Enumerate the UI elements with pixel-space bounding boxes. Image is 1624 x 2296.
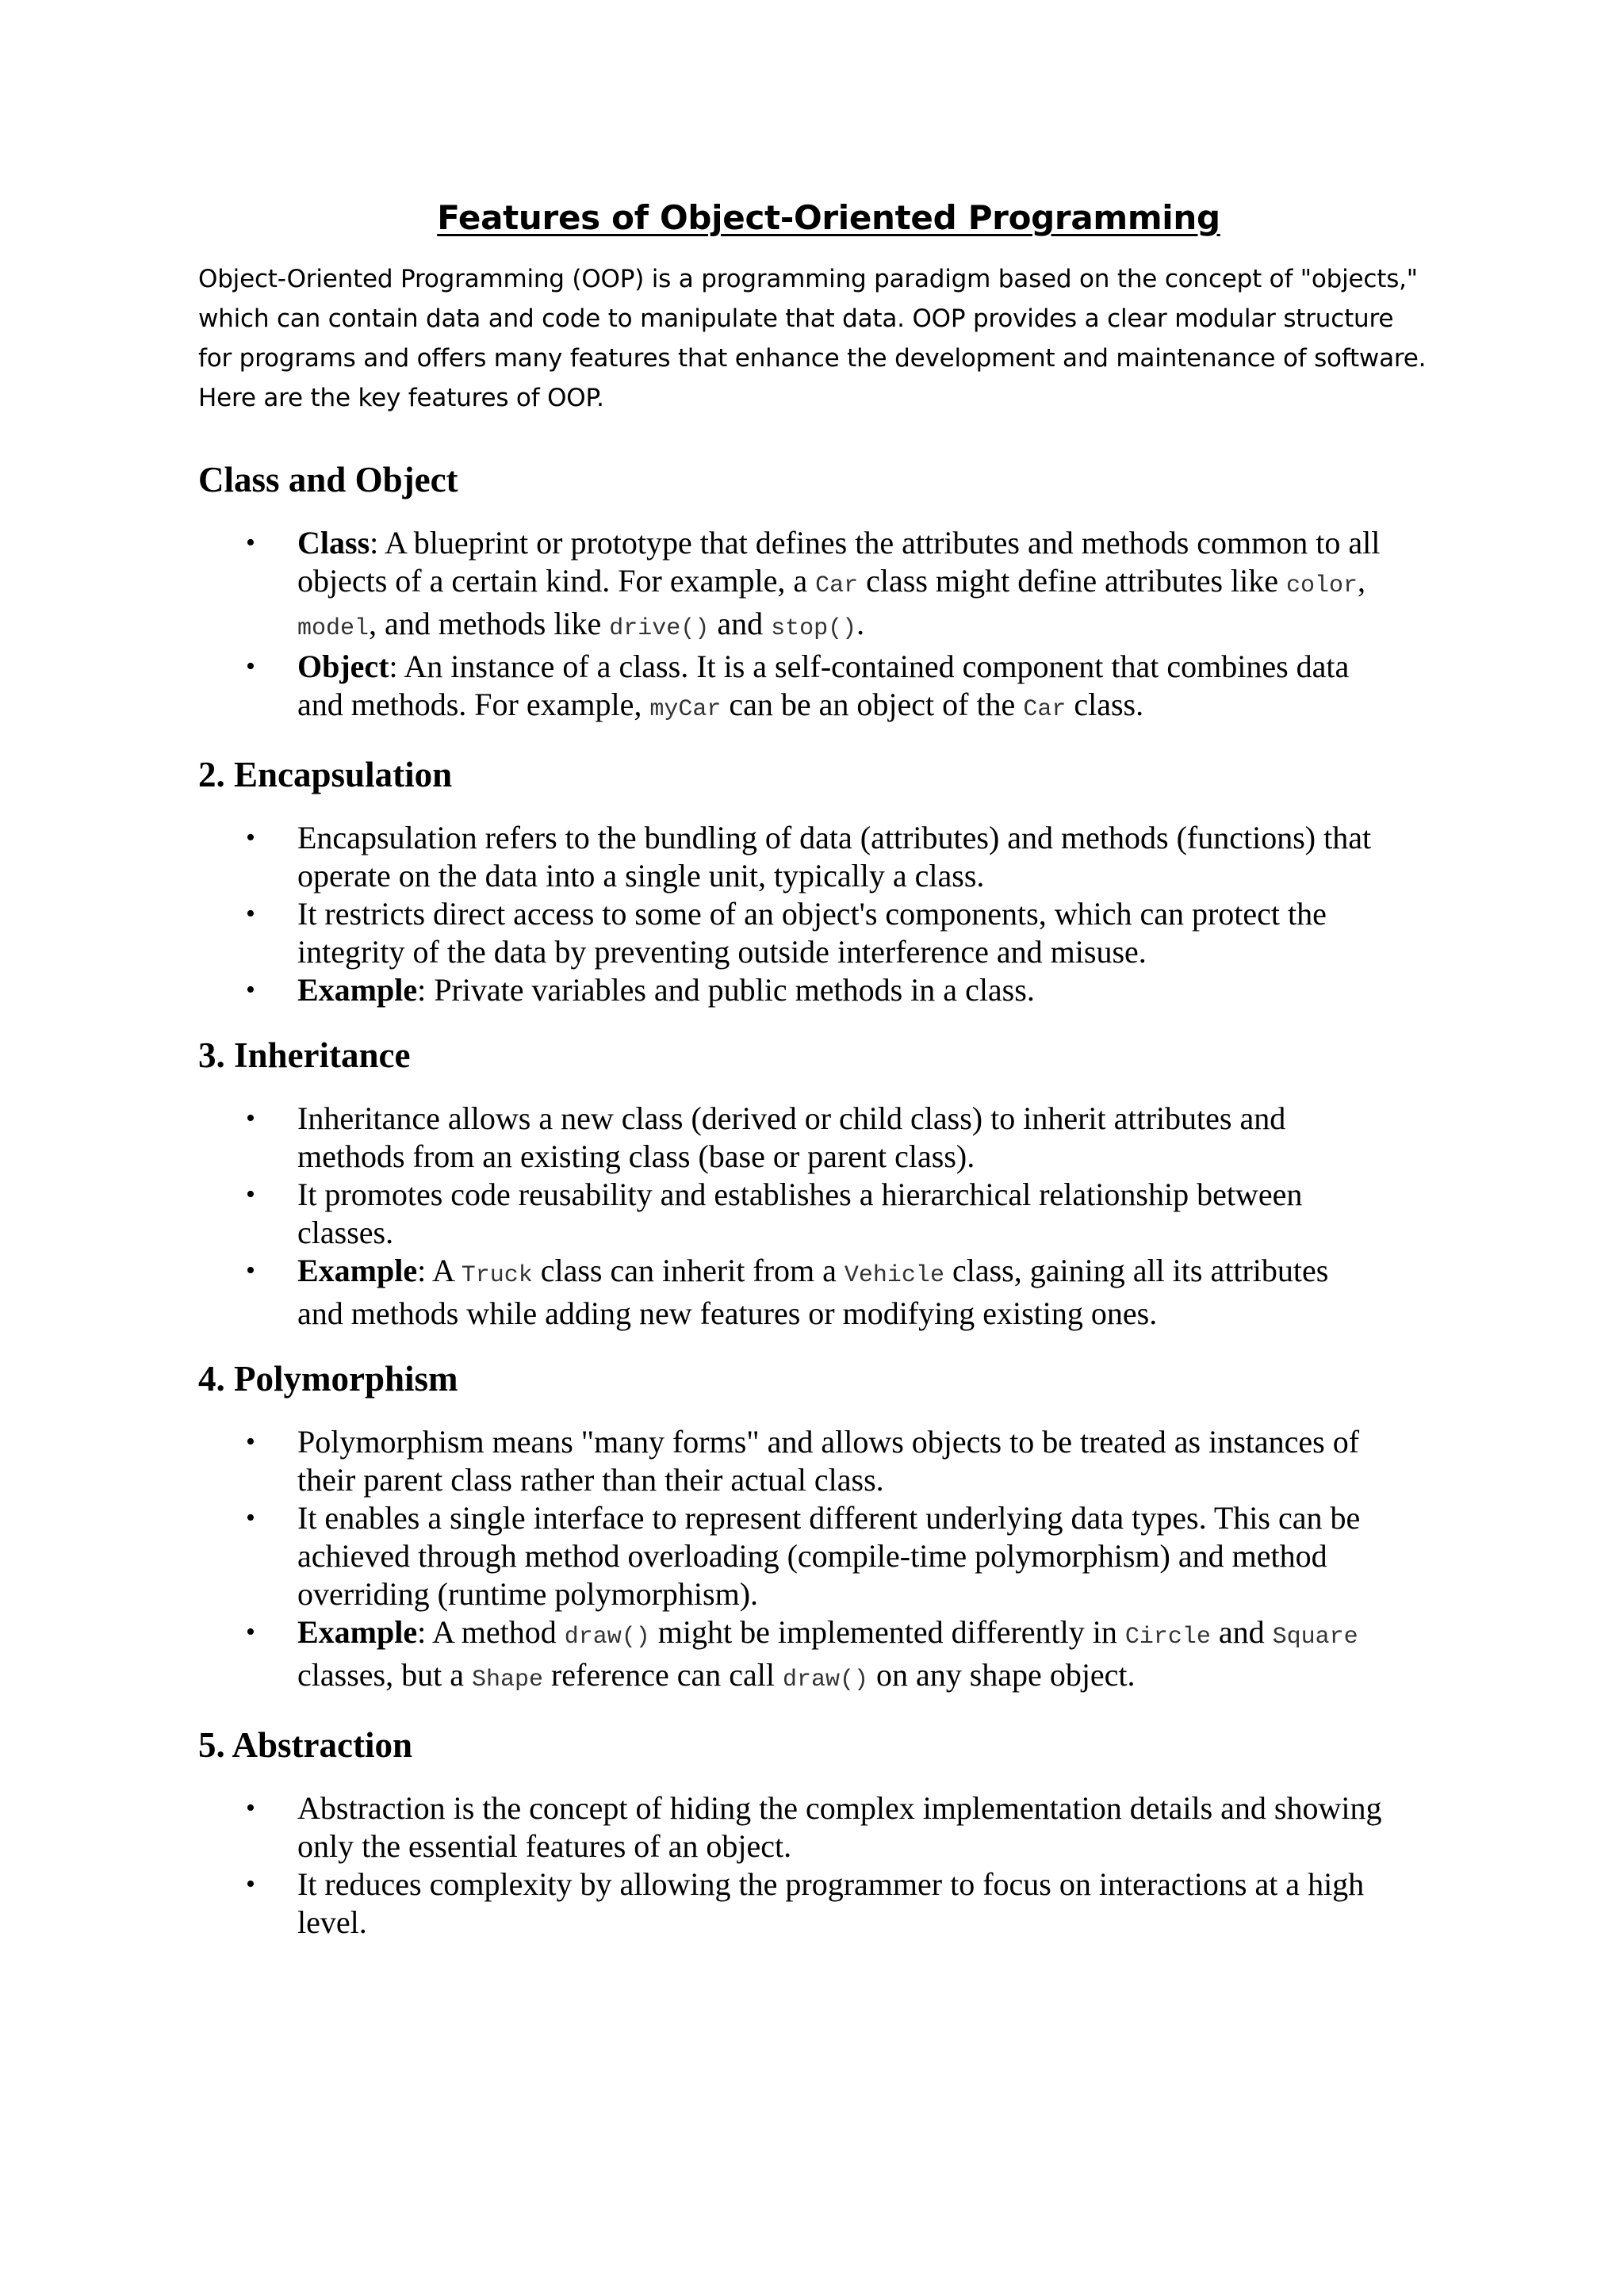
list-item [198, 819, 1459, 895]
code-snippet: Vehicle [844, 1262, 944, 1289]
bullet-line [297, 1499, 1459, 1537]
text-run: can be an object of the [721, 687, 1024, 722]
bullet-icon: • [246, 528, 255, 557]
text-run: reference can call [542, 1657, 783, 1693]
text-run: . [856, 606, 865, 641]
bullet-line [297, 648, 1459, 686]
list-item [198, 1423, 1459, 1499]
text-run: might be implemented differently in [649, 1614, 1125, 1650]
text-run: classes, but a [297, 1657, 472, 1693]
bold-term: Example [297, 1253, 418, 1288]
text-run: It restricts direct access to some of an object's components, which can protect the [297, 896, 1327, 932]
intro-paragraph [198, 259, 1459, 418]
text-run: only the essential features of an object. [297, 1828, 792, 1864]
code-snippet: model [297, 615, 370, 642]
bullet-icon: • [246, 1256, 255, 1285]
text-run: class. [1066, 687, 1144, 722]
text-run: : A blueprint or prototype that defines the attributes and methods common to all [370, 525, 1381, 561]
bullet-line [297, 1866, 1459, 1904]
bullet-line [297, 1138, 1459, 1176]
text-run: It reduces complexity by allowing the programmer to focus on interactions at a high [297, 1866, 1365, 1902]
bullet-line [297, 1789, 1459, 1827]
text-run: : An instance of a class. It is a self-contained component that combines data [389, 649, 1350, 684]
bullet-icon: • [246, 1869, 255, 1899]
bullet-line [297, 524, 1459, 562]
code-snippet: draw() [782, 1667, 868, 1693]
text-run: operate on the data into a single unit, typically a class. [297, 858, 985, 894]
text-run: overriding (runtime polymorphism). [297, 1576, 759, 1612]
bullet-icon: • [246, 1617, 255, 1647]
bullet-line [297, 1904, 1459, 1942]
list-item [198, 1176, 1459, 1252]
code-snippet: Shape [471, 1667, 543, 1693]
bullet-line [297, 819, 1459, 857]
text-run: : Private variables and public methods in a class. [417, 972, 1035, 1008]
bullet-line [297, 562, 1459, 605]
bullet-icon: • [246, 975, 255, 1004]
section-heading: Class and Object [198, 460, 458, 499]
bullet-line [297, 1295, 1459, 1333]
code-snippet: Square [1272, 1624, 1358, 1651]
list-item [198, 648, 1459, 729]
text-run: objects of a certain kind. For example, a [297, 563, 816, 599]
code-snippet: Car [1023, 696, 1067, 723]
bullet-icon: • [246, 823, 255, 852]
intro-line: Here are the key features of OOP. [198, 384, 604, 412]
bullet-line [297, 971, 1459, 1009]
text-run: , and methods like [369, 606, 610, 641]
text-run: Encapsulation refers to the bundling of data (attributes) and methods (functions) that [297, 820, 1372, 855]
document-page [198, 190, 1459, 1965]
bullet-line [297, 1100, 1459, 1138]
code-snippet: drive() [609, 615, 710, 642]
intro-line: for programs and offers many features that enhance the development and maintenance of software. [198, 344, 1427, 373]
sections-container [198, 457, 1459, 1942]
bullet-line [297, 1214, 1459, 1252]
bullet-line [297, 857, 1459, 895]
bullet-icon: • [246, 1793, 255, 1823]
text-run: and [1210, 1614, 1273, 1650]
bullet-icon: • [246, 1427, 255, 1456]
text-run: : A method [417, 1614, 565, 1650]
bullet-list [198, 1100, 1459, 1333]
text-run: class, gaining all its attributes [944, 1253, 1329, 1288]
bullet-line [297, 605, 1459, 648]
bullet-line [297, 1252, 1459, 1295]
page-title: Features of Object-Oriented Programming [437, 198, 1220, 237]
text-run: and methods while adding new features or modifying existing ones. [297, 1295, 1158, 1331]
code-snippet: myCar [649, 696, 722, 723]
intro-line: Object-Oriented Programming (OOP) is a programming paradigm based on the concept of "objects," [198, 265, 1418, 293]
bold-term: Class [297, 525, 370, 561]
list-item [198, 1866, 1459, 1942]
list-item [198, 1613, 1459, 1699]
section-heading: 4. Polymorphism [198, 1359, 458, 1399]
bullet-icon: • [246, 1180, 255, 1209]
text-run: methods from an existing class (base or parent class). [297, 1138, 975, 1174]
text-run: achieved through method overloading (compile-time polymorphism) and method [297, 1538, 1327, 1574]
text-run: integrity of the data by preventing outside interference and misuse. [297, 934, 1147, 970]
bullet-list [198, 1789, 1459, 1942]
bullet-line [297, 895, 1459, 933]
section-heading: 3. Inheritance [198, 1035, 411, 1075]
code-snippet: draw() [564, 1624, 650, 1651]
bullet-line [297, 1176, 1459, 1214]
bullet-icon: • [246, 1503, 255, 1533]
bullet-line [297, 1613, 1459, 1656]
list-item [198, 1100, 1459, 1176]
code-snippet: stop() [771, 615, 857, 642]
bullet-icon: • [246, 652, 255, 681]
intro-line: which can contain data and code to manipulate that data. OOP provides a clear modular structure [198, 304, 1394, 333]
text-run: classes. [297, 1215, 394, 1250]
list-item [198, 1252, 1459, 1333]
bold-term: Object [297, 649, 389, 684]
text-run: on any shape object. [868, 1657, 1136, 1693]
text-run: It promotes code reusability and establishes a hierarchical relationship between [297, 1177, 1303, 1212]
bullet-icon: • [246, 1104, 255, 1133]
text-run: level. [297, 1904, 367, 1940]
list-item [198, 1789, 1459, 1866]
text-run: , [1358, 563, 1366, 599]
code-snippet: Car [815, 572, 859, 599]
text-run: and methods. For example, [297, 687, 650, 722]
bullet-line [297, 1575, 1459, 1613]
code-snippet: Truck [461, 1262, 533, 1289]
bullet-list [198, 524, 1459, 729]
list-item [198, 895, 1459, 971]
section-heading: 5. Abstraction [198, 1725, 412, 1765]
text-run: class can inherit from a [532, 1253, 845, 1288]
text-run: and [709, 606, 772, 641]
bullet-line [297, 1461, 1459, 1499]
text-run: Abstraction is the concept of hiding the complex implementation details and showing [297, 1790, 1382, 1826]
bullet-list [198, 819, 1459, 1009]
bullet-line [297, 1423, 1459, 1461]
text-run: Polymorphism means "many forms" and allows objects to be treated as instances of [297, 1424, 1360, 1460]
bullet-line [297, 933, 1459, 971]
text-run: : A [417, 1253, 462, 1288]
bold-term: Example [297, 1614, 418, 1650]
text-run: It enables a single interface to represent different underlying data types. This can be [297, 1500, 1361, 1536]
bullet-line [297, 686, 1459, 729]
list-item [198, 971, 1459, 1009]
text-run: class might define attributes like [858, 563, 1286, 599]
list-item [198, 524, 1459, 648]
code-snippet: Circle [1124, 1624, 1211, 1651]
bullet-icon: • [246, 899, 255, 928]
bullet-line [297, 1827, 1459, 1866]
text-run: their parent class rather than their actual class. [297, 1462, 884, 1498]
bullet-line [297, 1656, 1459, 1699]
bold-term: Example [297, 972, 418, 1008]
bullet-list [198, 1423, 1459, 1699]
text-run: Inheritance allows a new class (derived or child class) to inherit attributes and [297, 1100, 1286, 1136]
section-heading: 2. Encapsulation [198, 755, 453, 794]
bullet-line [297, 1537, 1459, 1575]
list-item [198, 1499, 1459, 1613]
code-snippet: color [1286, 572, 1358, 599]
